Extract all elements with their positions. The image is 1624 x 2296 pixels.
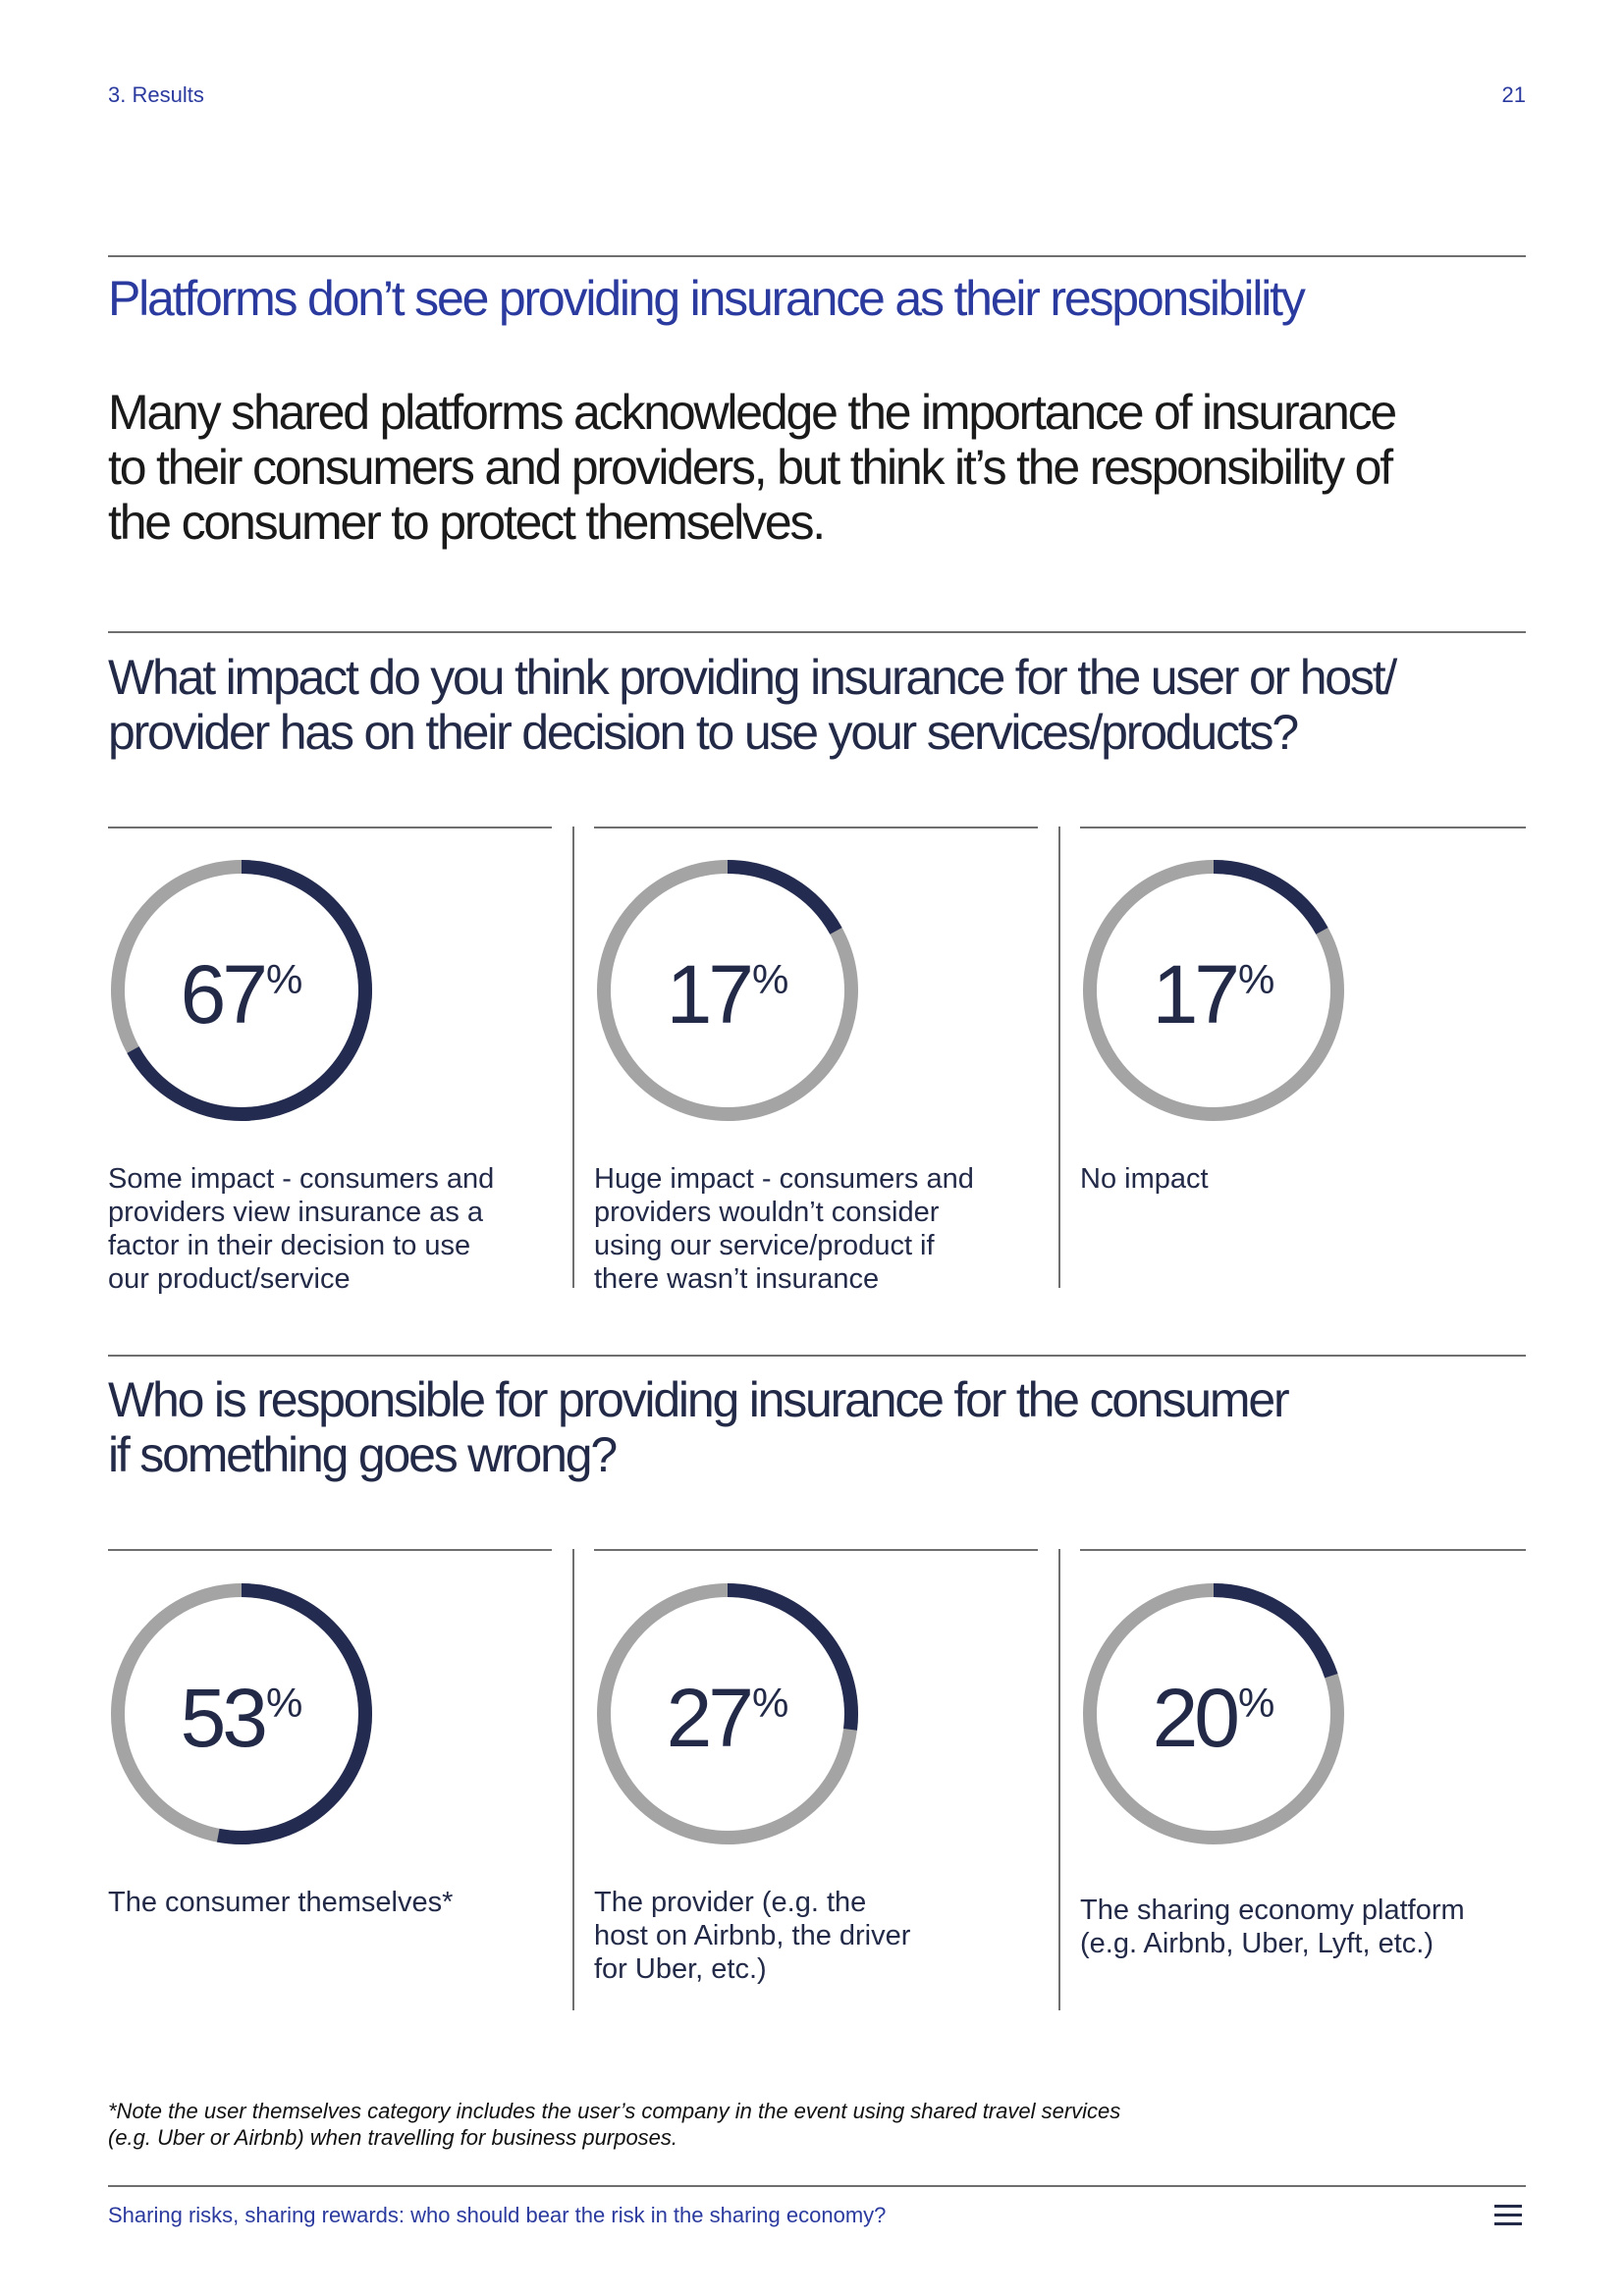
stat-number: 20 xyxy=(1152,1672,1237,1764)
menu-bar xyxy=(1494,2222,1522,2225)
percent-sign: % xyxy=(1238,956,1275,1002)
question-2: Who is responsible for providing insurance for the consumer if something goes wrong? xyxy=(108,1372,1288,1482)
stat-value xyxy=(1080,947,1347,1042)
running-header-section: 3. Results xyxy=(108,82,204,107)
menu-bar xyxy=(1494,2205,1522,2208)
stat-ring-some-impact xyxy=(108,857,375,1124)
stat-number: 67 xyxy=(180,948,265,1041)
stat-number: 53 xyxy=(180,1672,265,1764)
stat-caption: The provider (e.g. the host on Airbnb, the driver for Uber, etc.) xyxy=(594,1887,911,1985)
stat-value xyxy=(594,1671,861,1766)
stat-ring-no-impact xyxy=(1080,857,1347,1124)
percent-sign: % xyxy=(752,1680,789,1726)
page-number: 21 xyxy=(1501,82,1526,107)
footnote: *Note the user themselves category includes the user’s company in the event using shared travel services (e.g. Uber or Airbnb) when travelling for business purposes. xyxy=(108,2099,1121,2150)
stat-ring-consumer xyxy=(108,1580,375,1847)
divider xyxy=(108,255,1526,257)
stat-ring-provider xyxy=(594,1580,861,1847)
stat-value xyxy=(1080,1671,1347,1766)
column-separator xyxy=(1058,1549,1060,2010)
section-title: Platforms don’t see providing insurance as their responsibility xyxy=(108,271,1304,326)
hamburger-menu-icon[interactable] xyxy=(1494,2205,1522,2226)
stat-value xyxy=(108,1671,375,1766)
lead-paragraph: Many shared platforms acknowledge the importance of insurance to their consumers and providers, but think it’s the responsibility of the consumer to protect themselves. xyxy=(108,385,1396,550)
column-divider xyxy=(594,1549,1038,1551)
percent-sign: % xyxy=(266,956,303,1002)
divider xyxy=(108,631,1526,633)
percent-sign: % xyxy=(266,1680,303,1726)
column-separator xyxy=(1058,827,1060,1288)
stat-caption: The sharing economy platform (e.g. Airbnb, Uber, Lyft, etc.) xyxy=(1080,1895,1465,1959)
percent-sign: % xyxy=(752,956,789,1002)
column-divider xyxy=(594,827,1038,828)
stat-caption: Huge impact - consumers and providers wouldn’t consider using our service/product if there wasn’t insurance xyxy=(594,1163,974,1295)
stat-number: 17 xyxy=(1152,948,1237,1041)
column-separator xyxy=(572,827,574,1288)
column-divider xyxy=(108,1549,552,1551)
percent-sign: % xyxy=(1238,1680,1275,1726)
stat-number: 17 xyxy=(666,948,751,1041)
stat-number: 27 xyxy=(666,1672,751,1764)
footer-title: Sharing risks, sharing rewards: who should bear the risk in the sharing economy? xyxy=(108,2203,887,2227)
stat-caption: No impact xyxy=(1080,1163,1209,1195)
stat-caption: Some impact - consumers and providers view insurance as a factor in their decision to use our product/service xyxy=(108,1163,495,1295)
stat-ring-platform xyxy=(1080,1580,1347,1847)
divider xyxy=(108,1355,1526,1357)
footer-divider xyxy=(108,2185,1526,2187)
column-divider xyxy=(1080,827,1526,828)
stat-value xyxy=(594,947,861,1042)
column-separator xyxy=(572,1549,574,2010)
menu-bar xyxy=(1494,2214,1522,2216)
column-divider xyxy=(108,827,552,828)
question-1: What impact do you think providing insurance for the user or host/ provider has on their decision to use your services/products? xyxy=(108,650,1396,760)
stat-value xyxy=(108,947,375,1042)
stat-caption: The consumer themselves* xyxy=(108,1887,454,1918)
column-divider xyxy=(1080,1549,1526,1551)
stat-ring-huge-impact xyxy=(594,857,861,1124)
